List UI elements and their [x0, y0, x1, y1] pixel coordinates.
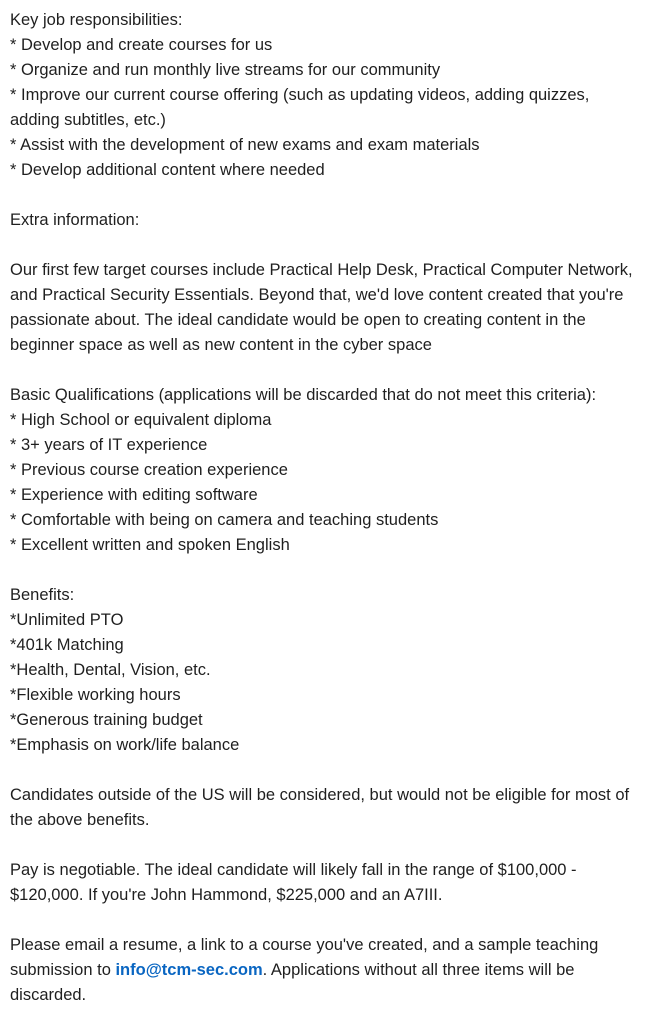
qualification-item: * Comfortable with being on camera and teaching students [10, 511, 439, 529]
benefit-item: *Generous training budget [10, 711, 203, 729]
spacer [10, 233, 640, 258]
apply-text-before: Please email a resume, a link to a course you've created, and a sample teaching submission to [10, 936, 599, 979]
spacer [10, 358, 640, 383]
benefit-item: *401k Matching [10, 636, 124, 654]
spacer [10, 908, 640, 933]
benefit-item: *Emphasis on work/life balance [10, 736, 240, 754]
responsibility-item: * Develop additional content where needed [10, 161, 325, 179]
spacer [10, 833, 640, 858]
benefits-heading: Benefits: [10, 586, 75, 604]
qualifications-heading: Basic Qualifications (applications will be discarded that do not meet this criteria): [10, 386, 597, 404]
pay-note: Pay is negotiable. The ideal candidate will likely fall in the range of $100,000 - $120,000. If you're John Hammond, $225,000 and an A7III. [10, 861, 577, 904]
qualification-item: * High School or equivalent diploma [10, 411, 272, 429]
qualification-item: * Excellent written and spoken English [10, 536, 290, 554]
qualification-item: * 3+ years of IT experience [10, 436, 208, 454]
spacer [10, 183, 640, 208]
international-note: Candidates outside of the US will be considered, but would not be eligible for most of the above benefits. [10, 786, 630, 829]
responsibility-item: * Develop and create courses for us [10, 36, 273, 54]
apply-text-after: . Applications without all three items will be discarded. [10, 961, 575, 1004]
extra-info-heading: Extra information: [10, 211, 140, 229]
qualification-item: * Previous course creation experience [10, 461, 288, 479]
benefit-item: *Health, Dental, Vision, etc. [10, 661, 211, 679]
benefit-item: *Flexible working hours [10, 686, 181, 704]
apply-instructions [10, 933, 640, 1008]
spacer [10, 558, 640, 583]
email-link[interactable]: info@tcm-sec.com [115, 961, 263, 979]
qualification-item: * Experience with editing software [10, 486, 258, 504]
responsibility-item: * Improve our current course offering (such as updating videos, adding quizzes, adding subtitles, etc.) [10, 86, 590, 129]
extra-info-paragraph: Our first few target courses include Practical Help Desk, Practical Computer Network, and Practical Security Essentials. Beyond that, we'd love content created that you're passionate about. The ideal candidate would be open to creating content in the beginner space as well as new content in the cyber space [10, 261, 633, 354]
job-post-body [10, 8, 640, 1008]
spacer [10, 758, 640, 783]
responsibility-item: * Organize and run monthly live streams for our community [10, 61, 441, 79]
benefit-item: *Unlimited PTO [10, 611, 124, 629]
responsibilities-heading: Key job responsibilities: [10, 11, 183, 29]
responsibility-item: * Assist with the development of new exams and exam materials [10, 136, 480, 154]
